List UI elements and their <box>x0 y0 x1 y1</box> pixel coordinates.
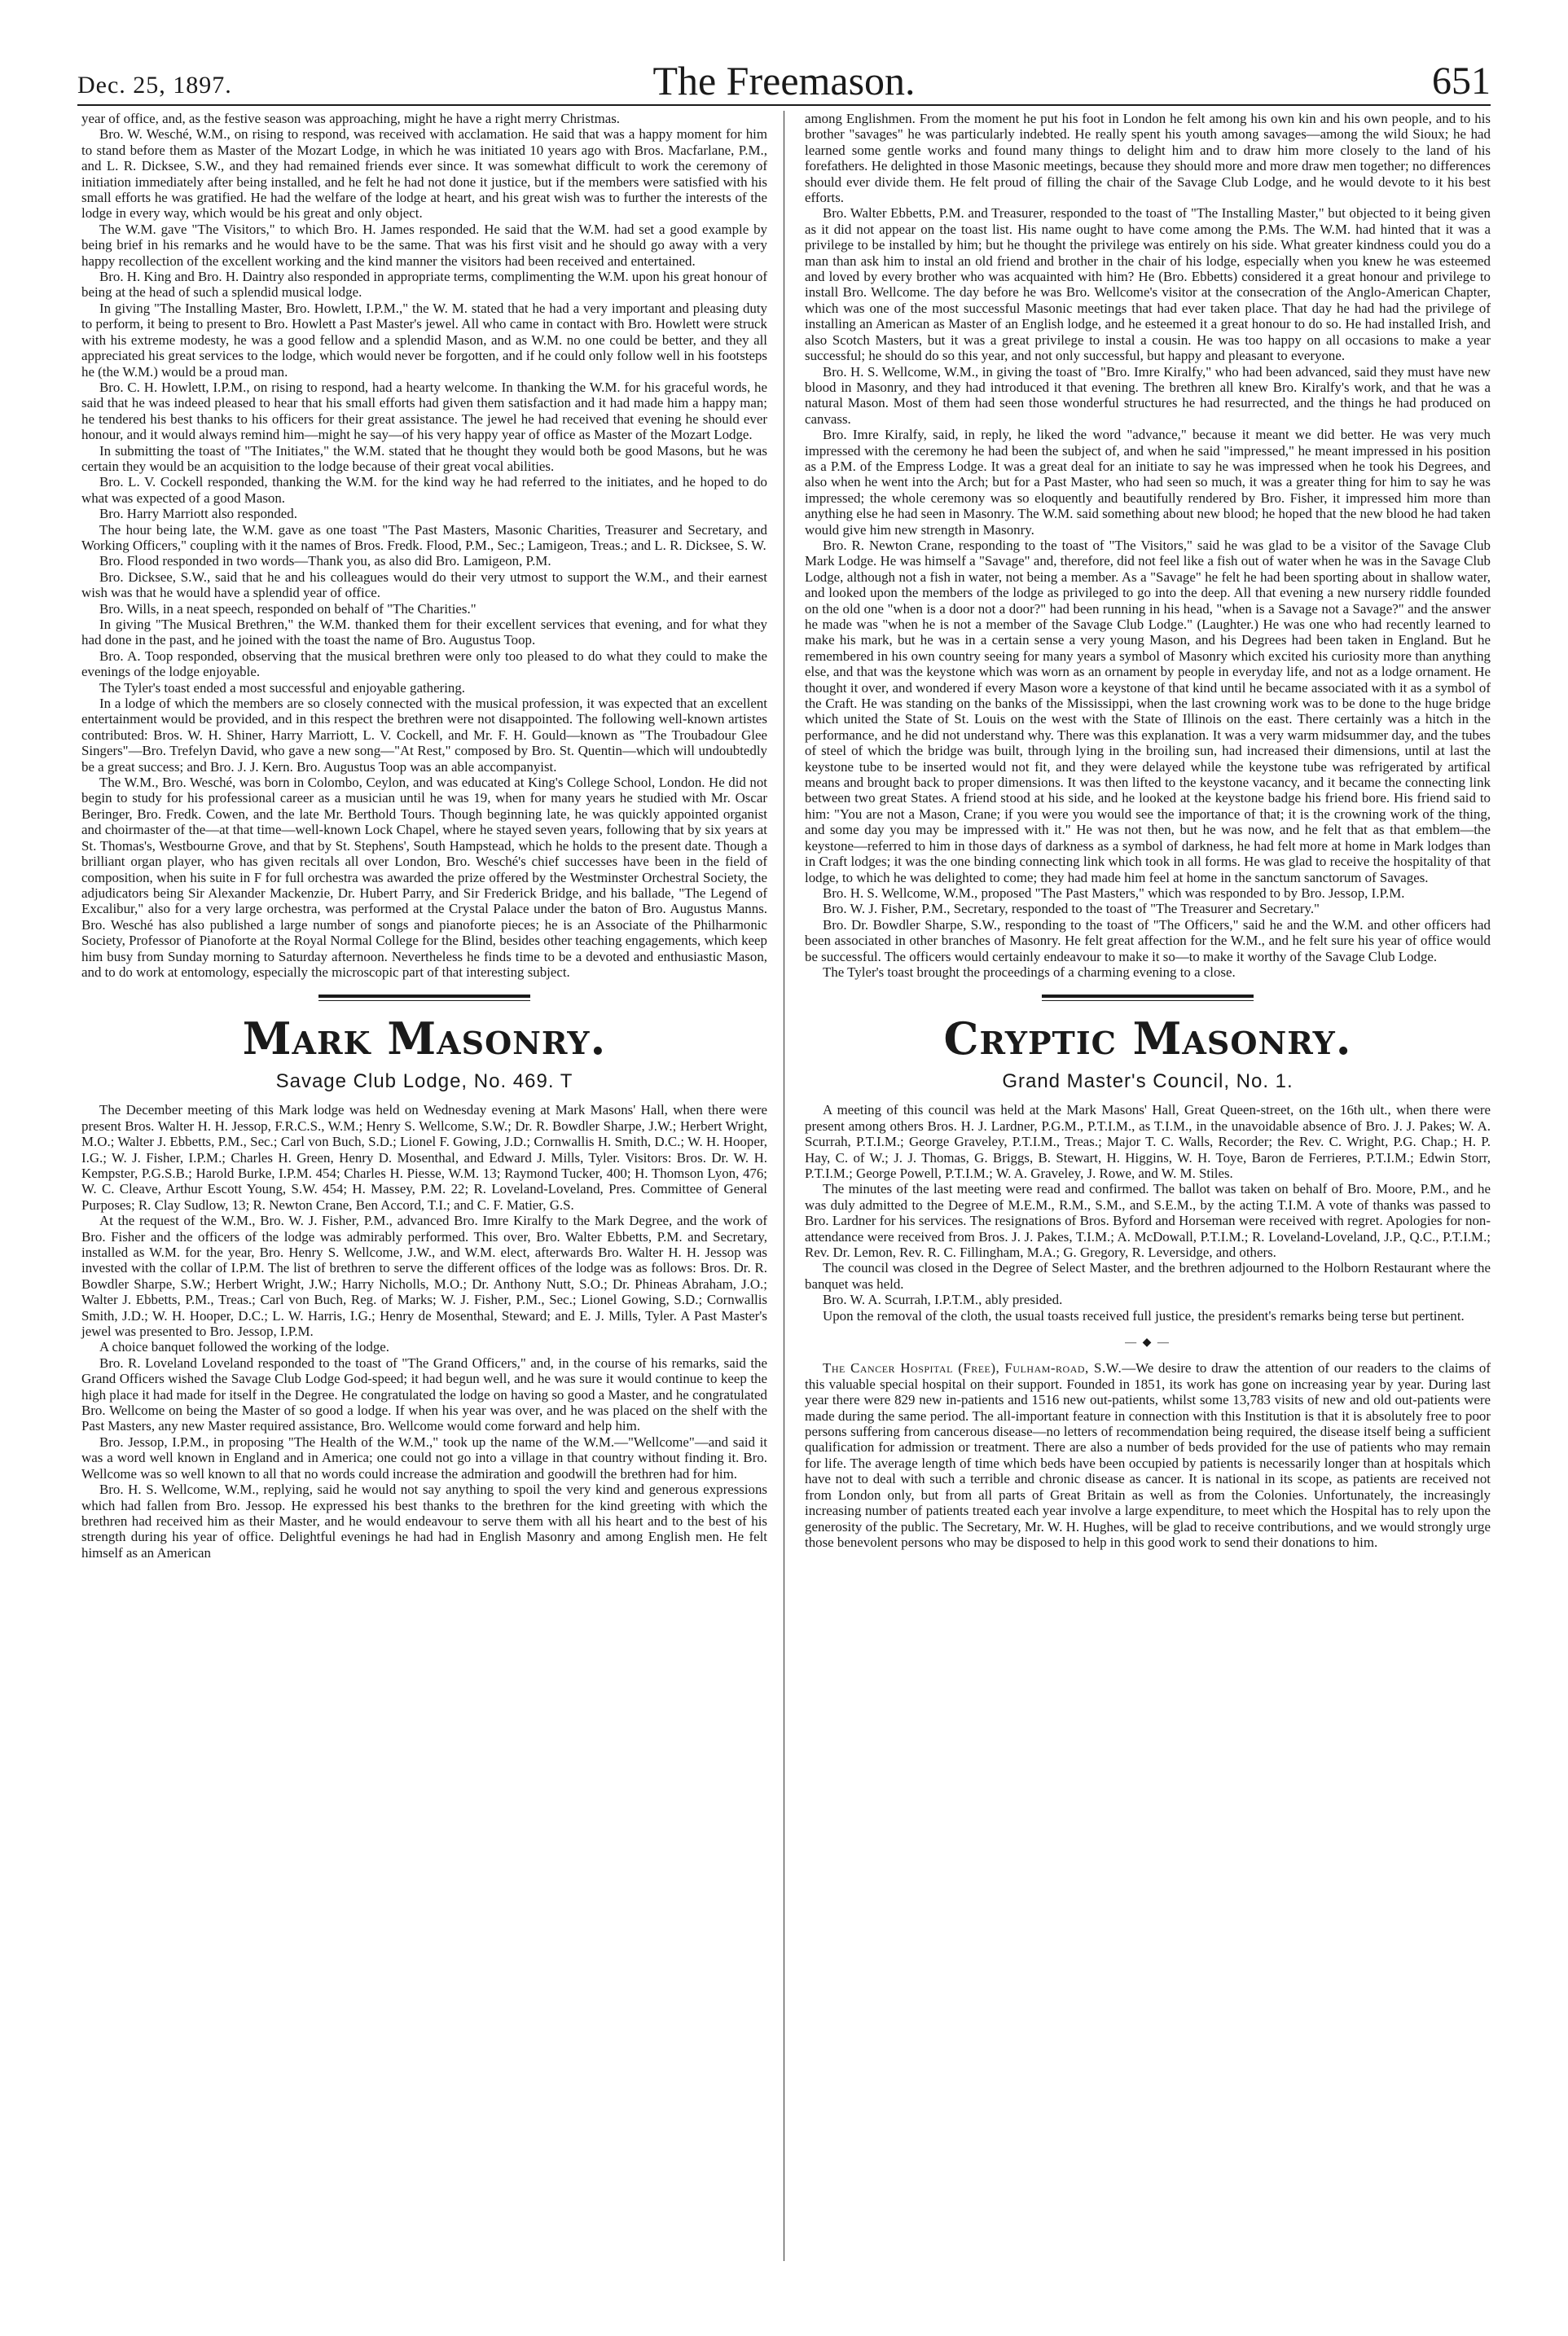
article-paragraph: A meeting of this council was held at the Mark Masons' Hall, Great Queen-street, on the 16th ult., when there were present among others Bros. H. J. Lardner, P.G.M., P.T.I.M., as T.I.M., in the unavoidable absence of Bro. J. J. Pakes; W. A. Scurrah, P.T.I.M.; George Graveley, P.T.I.M., Treas.; Major T. C. Walls, Recorder; the Rev. C. Wright, P.G. Chap.; H. P. Hay, C. of W.; J. J. Thomas, G. Briggs, B. Stewart, H. Higgins, W. H. Toye, Baron de Ferrieres, P.T.I.M.; Edwin Storr, P.T.I.M.; George Powell, P.T.I.M.; W. A. Graveley, J. Rowe, and W. M. Stiles. <box>805 1102 1491 1181</box>
cryptic-masonry-heading <box>805 995 1491 1065</box>
article-paragraph: Bro. C. H. Howlett, I.P.M., on rising to respond, had a hearty welcome. In thanking the W.M. for his graceful words, he said that he was indeed pleased to hear that his small efforts had given them satisfaction and it had made him a happy man; he tendered his best thanks to his officers for their great assistance. The jewel he had received that evening he should ever honour, and it would always remind him—might he say—of his very happy year of office as Master of the Mozart Lodge. <box>81 379 767 443</box>
heading-rule <box>318 1000 530 1001</box>
article-paragraph: Bro. Harry Marriott also responded. <box>99 506 297 522</box>
article-paragraph: Bro. H. King and Bro. H. Daintry also responded in appropriate terms, complimenting the W.M. upon his great honour of being at the head of such a splendid musical lodge. <box>81 269 767 301</box>
article-paragraph: In giving "The Musical Brethren," the W.M. thanked them for their excellent services that evening, and for what they had done in the past, and he joined with the toast the name of Bro. Augustus Toop. <box>81 617 767 648</box>
article-paragraph: The Tyler's toast ended a most successful and enjoyable gathering. <box>99 679 466 696</box>
article-paragraph: Bro. H. S. Wellcome, W.M., in giving the toast of "Bro. Imre Kiralfy," who had been advanced, said they must have new blood in Masonry, and they had introduced it that evening. The brethren all knew Bro. Kiralfy's work, and that he was a natural Mason. Most of them had seen those wonderful structures he had resurrected, and the things he had produced on canvass. <box>805 363 1491 427</box>
article-paragraph: Bro. W. Wesché, W.M., on rising to respond, was received with acclamation. He said that was a happy moment for him to stand before them as Master of the Mozart Lodge, in which he was initiated 10 years ago with Bros. Macfarlane, P.M., and L. R. Dicksee, S.W., and they had remained friends ever since. It was somewhat difficult to work the ceremony of initiation immediately after being installed, and he felt he had not done it justice, but if the members were satisfied with his small efforts he was gratified. He had the welfare of the lodge at heart, and his great wish was to further the interests of the lodge in every way, which would be his great and only object. <box>81 126 767 222</box>
article-paragraph: The Tyler's toast brought the proceedings of a charming evening to a close. <box>823 964 1236 980</box>
notice-lead: The Cancer Hospital (Free), Fulham-road, S.W. <box>823 1360 1122 1377</box>
article-paragraph: The minutes of the last meeting were read and confirmed. The ballot was taken on behalf of Bro. Moore, P.M., and he was duly admitted to the Degree of M.E.M., R.M., S.M., and S.E.M., by the acting T.I.M. A vote of thanks was passed to Bro. Lardner for his services. The resignations of Bros. Byford and Horseman were received with regret. Apologies for non-attendance were received from Bros. J. J. Pakes, T.I.M.; A. McDowall, P.T.I.M.; R. Loveland-Loveland, J.P., Q.C., P.T.I.M.; Rev. Dr. Lemon, Rev. R. C. Fillingham, M.A.; G. Gregory, R. Leversidge, and others. <box>805 1181 1491 1260</box>
page-number: 651 <box>1432 59 1491 103</box>
header-rule <box>77 104 1491 106</box>
mark-masonry-heading <box>81 995 767 1065</box>
article-paragraph: Bro. Flood responded in two words—Thank you, as also did Bro. Lamigeon, P.M. <box>99 553 551 569</box>
section-title: Cryptic Masonry. <box>943 1012 1352 1065</box>
article-paragraph: year of office, and, as the festive season was approaching, might he have a right merry Christmas. <box>81 111 621 126</box>
article-paragraph: At the request of the W.M., Bro. W. J. Fisher, P.M., advanced Bro. Imre Kiralfy to the Mark Degree, and the work of Bro. Fisher and the officers of the lodge was admirably performed. This over, Bro. Walter Ebbetts, P.M. and Secretary, installed as W.M. for the year, Bro. Henry S. Wellcome, J.W., and W.M. elect, afterwards Bro. Walter H. H. Jessop was invested with the collar of I.P.M. The list of brethren to serve the different offices of the lodge was as follows: Bros. Dr. R. Bowdler Sharpe, S.W.; Herbert Wright, J.W.; Harry Nicholls, M.O.; Dr. Anthony Nutt, S.O.; Dr. Phineas Abraham, J.O.; Walter J. Ebbetts, P.M., Treas.; Carl von Buch, Reg. of Marks; W. J. Fisher, P.M., Sec.; Lionel Gowing, S.D.; Cornwallis Smith, J.D.; W. H. Hooper, D.C.; L. W. Harris, I.G.; Henry de Mosenthal, Steward; and E. J. Mills, Tyler. A Past Master's jewel was presented to Bro. Jessop, I.P.M. <box>81 1213 767 1340</box>
article-paragraph: In giving "The Installing Master, Bro. Howlett, I.P.M.," the W. M. stated that he had a very important and pleasing duty to perform, it being to present to Bro. Howlett a Past Master's jewel. All who came in contact with Bro. Howlett were struck with his extreme modesty, he was a good fellow and a splendid Mason, and as W.M. no one could be better, and they all appreciated his great services to the lodge, which would never be forgotten, and if he could only follow well in his footsteps he (the W.M.) would be a proud man. <box>81 300 767 380</box>
section-subtitle: Savage Club Lodge, No. 469. T <box>275 1070 573 1093</box>
article-paragraph: Bro. Jessop, I.P.M., in proposing "The Health of the W.M.," took up the name of the W.M.—"Wellcome"—and said it was a word well known in England and in America; one could not go into a village in that country without finding it. Bro. Wellcome was so well known to all that no words could increase the admiration and goodwill the brethren had for him. <box>81 1434 767 1482</box>
article-paragraph: Bro. L. V. Cockell responded, thanking the W.M. for the kind way he had referred to the initiates, and he hoped to do what was expected of a good Mason. <box>81 474 767 506</box>
article-paragraph: among Englishmen. From the moment he put his foot in London he felt among his own kin and his own people, and to his brother "savages" he was particularly indebted. He really spent his youth among savages—among the wild Sioux; he had learned some gentle works and found many things to delight him and to draw him more closely to the land of his forefathers. He delighted in those Masonic meetings, because they should more and more draw men together; no differences should ever divide them. He felt proud of filling the chair of the Savage Club Lodge, and he would devote to it his best efforts. <box>805 111 1491 206</box>
article-paragraph: Bro. Dicksee, S.W., said that he and his colleagues would do their very utmost to support the W.M., and their earnest wish was that he would have a splendid year of office. <box>81 569 767 601</box>
article-paragraph: Bro. R. Newton Crane, responding to the toast of "The Visitors," said he was glad to be a visitor of the Savage Club Mark Lodge. He was himself a "Savage" and, therefore, did not feel like a fish out of water when he was in the Savage Club Lodge, although not a fish in water, not being a member. As a "Savage" he felt he had been sporting about in shallow water, and looked upon the members of the lodge as privileged to go into the deep. All that evening a new nursery riddle founded on the old one "when is a door not a door?" had been running in his head, "when is a Savage not a Savage?" and the answer he made was "when he is not a member of the Savage Club Lodge." (Laughter.) He was one who had recently learned to make his mark, but he was in a certain sense a very young Mason, and his Degrees had been taken in England. But he remembered in his own country seeing for many years a symbol of Masonry which excited his curiosity more than anything else, and that was the keystone which was worn as an ornament by people in everyday life, and not as a lodge ornament. He thought it over, and wondered if every Mason wore a keystone of that kind until he became associated with it as a symbol of the Craft. He was standing on the banks of the Mississippi, when the last crowning work was to be done to the huge bridge which united the State of St. Louis on the west with the State of Illinois on the east. There certainly was a hitch in the performance, and he did not understand why. There was this explanation. It was a very warm midsummer day, and the tubes of steel of which the bridge was built, through lying in the broiling sun, had increased their dimensions, until at last the keystone tube to be inserted would not fit, and they were delayed while the keystone tube was refrigerated by artifical means and brought back to proper dimensions. It was then lifted to the keystone vacancy, and it became the connecting link between two great States. A friend stood at his side, and he looked at the keystone badge his friend bore. His friend said to him: "You are not a Mason, Crane; if you were you would see the importance of that; it is the crowning work of the thing, and some day you may be impressed with it." He was not then, but he was now, and he felt that as that emblem—the keystone—referred to him in those days of darkness as a symbol of darkness, he had felt more at home in Mark lodges than in Craft lodges; it was the one binding connecting link which took in all forms. He was glad to receive the hospitality of that lodge, to which he was delighted to come; they had made him feel at home in the sanctum sanctorum of Savages. <box>805 537 1491 885</box>
article-paragraph: Bro. W. A. Scurrah, I.P.T.M., ably presided. <box>823 1292 1063 1308</box>
article-paragraph: Bro. R. Loveland Loveland responded to the toast of "The Grand Officers," and, in the course of his remarks, said the Grand Officers wished the Savage Club Lodge God-speed; it had begun well, and he was sure it would continue to keep the high place it had made for itself in the Degree. He congratulated the lodge on having so good a Master, and he congratulated Bro. Wellcome on being the Master of so good a lodge. If when his year was over, and he was placed on the shelf with the Past Masters, any new Master required assistance, Bro. Wellcome would come forward and help him. <box>81 1355 767 1434</box>
article-paragraph: The W.M., Bro. Wesché, was born in Colombo, Ceylon, and was educated at King's College School, London. He did not begin to study for his professional career as a musician until he was 19, when for many years he studied with Mr. Oscar Beringer, Bro. Fredk. Cowen, and the late Mr. Berthold Tours. Though beginning late, he was quickly appointed organist and choirmaster of the—at that time—well-known Lock Chapel, where he stayed seven years, following that by six years at St. Thomas's, Westbourne Grove, and that by St. Stephens', South Hampstead, which he holds to the present date. Though a brilliant organ player, who has given recitals all over London, Bro. Wesché's chief successes have been in the field of composition, when his suite in F for full orchestra was awarded the prize offered by the Westminster Orchestral Society, the adjudicators being Sir Alexander Mackenzie, Dr. Hubert Parry, and Sir Frederick Bridge, and his ballade, "The Legend of Excalibur," also for a very large orchestra, was performed at the Crystal Palace under the baton of Bro. Augustus Manns. Bro. Wesché has also published a large number of songs and pianoforte pieces; he is an Associate of the Philharmonic Society, Professor of Pianoforte at the Royal Normal College for the Blind, besides other teaching engagements, which keep him busy from Sunday morning to Saturday afternoon. Nevertheless he finds time to be a devoted and enthusiastic Mason, and to do work at entomology, especially the microscopic part of that interesting subject. <box>81 775 767 980</box>
article-paragraph: Bro. Walter Ebbetts, P.M. and Treasurer, responded to the toast of "The Installing Master," but objected to it being given as it did not appear on the toast list. His name ought to have come among the P.Ms. The W.M. had hinted that it was a privilege to be installed by him; but he thought the privilege was entirely on his side. What greater kindness could you do a man than ask him to instal an old friend and brother in the chair of his lodge, especially when you knew he was esteemed and loved by every brother who was acquainted with him? He (Bro. Ebbetts) considered it a great honour and privilege to install Bro. Wellcome. The day before he was Bro. Wellcome's visitor at the consecration of the Anglo-American Chapter, which was one of the most successful Masonic meetings that had ever taken place. That day he had had the privilege of installing an American as Master of an English lodge, and he esteemed it a great honour to do so. He had installed Irish, and also Scotch Masters, but it was a great privilege to instal a cousin. He was too happy on all occasions to make a year successful; he should do so this year, and not only successful, but happy and pleasant to everyone. <box>805 205 1491 364</box>
section-title: Mark Masonry. <box>242 1012 607 1065</box>
article-paragraph: Bro. Imre Kiralfy, said, in reply, he liked the word "advance," because it meant we did better. He was very much impressed with the ceremony he had been the subject of, and when he said "impressed," he meant impressed in his position as a P.M. of the Empress Lodge. It was a great deal for an initiate to say he was impressed when he took his Degrees, and also when he went into the Arch; but for a Past Master, who had seen so much, it was a greater thing for him to say he was impressed; the whole ceremony was so eloquently and beautifully rendered by Bro. Fisher, it impressed him more than anything else he had seen in Masonry. The W.M. said something about new blood; he hoped that the new blood he had taken would give him new strength in Masonry. <box>805 427 1491 538</box>
issue-date: Dec. 25, 1897. <box>77 72 232 99</box>
article-paragraph: Bro. H. S. Wellcome, W.M., proposed "The Past Masters," which was responded to by Bro. Jessop, I.P.M. <box>823 885 1405 901</box>
heading-rule <box>1042 995 1254 998</box>
article-paragraph: In a lodge of which the members are so closely connected with the musical profession, it was expected that an excellent entertainment would be provided, and in this respect the brethren were not disappointed. The following well-known artistes contributed: Bros. W. H. Shiner, Harry Marriott, L. V. Cockell, and Mr. F. H. Gould—known as "The Troubadour Glee Singers"—Bro. Trefelyn David, who gave a new song—"At Rest," composed by Bro. St. Quentin—which will undoubtedly be a great success; and Bro. J. J. Kern. Bro. Augustus Toop was an able accompanyist. <box>81 696 767 775</box>
section-subtitle: Grand Master's Council, No. 1. <box>1002 1070 1293 1093</box>
notice-paragraph <box>805 1360 1491 1550</box>
heading-rule <box>1042 1000 1254 1001</box>
masthead <box>77 54 1491 103</box>
article-paragraph: In submitting the toast of "The Initiates," the W.M. stated that he thought they would both be good Masons, but he was certain they would be an acquisition to the lodge because of their great vocal abilities. <box>81 442 767 474</box>
article-paragraph: Upon the removal of the cloth, the usual toasts received full justice, the president's remarks being terse but pertinent. <box>823 1307 1465 1324</box>
right-column <box>805 111 1491 1550</box>
article-paragraph: The hour being late, the W.M. gave as one toast "The Past Masters, Masonic Charities, Treasurer and Secretary, and Working Officers," coupling with it the names of Bros. Fredk. Flood, P.M., Sec.; Lamigeon, Treas.; and L. R. Dicksee, S. W. <box>81 521 767 553</box>
section-separator: — ◆ — <box>1125 1337 1171 1350</box>
article-paragraph: A choice banquet followed the working of the lodge. <box>99 1339 390 1355</box>
article-paragraph: Bro. A. Toop responded, observing that the musical brethren were only too pleased to do what they could to make the evenings of the lodge enjoyable. <box>81 648 767 680</box>
left-column <box>81 111 767 1561</box>
article-paragraph: The W.M. gave "The Visitors," to which Bro. H. James responded. He said that the W.M. had set a good example by being brief in his remarks and he would have to be the same. That was his first visit and he should go away with a very happy recollection of the excellent working and the kind manner the visitors had been received and entertained. <box>81 221 767 269</box>
heading-rule <box>318 995 530 998</box>
notice-body: —We desire to draw the attention of our readers to the claims of this valuable special hospital on their support. Founded in 1851, its work has gone on increasing year by year. During last year there were 829 new in-patients and 1516 new out-patients, whilst some 13,783 visits of new and old out-patients were made during the same period. The all-important feature in connection with this Institution is that it is absolutely free to poor persons suffering from cancerous disease—no letters of recommendation being required, the disease itself being a sufficient qualification for admission or treatment. There are also a number of beds provided for the use of patients who may remain for life. The average length of time which beds have been occupied by patients is necessarily longer than at hospitals which have not to deal with such a terrible and chronic disease as cancer. It is national in its scope, as patients are received not from London only, but from all parts of Great Britain as well as from the Colonies. Unfortunately, the increasingly increasing number of patients treated each year involve a large expenditure, to meet which the Hospital has to rely upon the generosity of the public. The Secretary, Mr. W. H. Hughes, will be glad to receive contributions, and we would strongly urge those benevolent persons who may be disposed to help in this good work to send their donations to him. <box>805 1360 1491 1550</box>
article-paragraph: Bro. Wills, in a neat speech, responded on behalf of "The Charities." <box>99 600 477 617</box>
article-paragraph: The council was closed in the Degree of Select Master, and the brethren adjourned to the Holborn Restaurant where the banquet was held. <box>805 1260 1491 1292</box>
article-paragraph: Bro. W. J. Fisher, P.M., Secretary, responded to the toast of "The Treasurer and Secretary." <box>823 901 1320 917</box>
publication-title: The Freemason. <box>652 58 916 103</box>
article-paragraph: The December meeting of this Mark lodge was held on Wednesday evening at Mark Masons' Hall, when there were present Bros. Walter H. H. Jessop, F.R.C.S., W.M.; Henry S. Wellcome, S.W.; Dr. R. Bowdler Sharpe, J.W.; Herbert Wright, M.O.; Walter J. Ebbetts, P.M., Sec.; Carl von Buch, S.D.; Lionel F. Gowing, J.D.; Cornwallis H. Smith, D.C.; W. H. Hooper, I.G.; W. J. Fisher, I.P.M.; Charles H. Green, Henry D. Mosenthal, and Edward J. Mills, Tyler. Visitors: Bros. Dr. W. H. Kempster, P.G.S.B.; Harold Burke, I.P.M. 454; Charles H. Piesse, W.M. 13; Raymond Tucker, 400; H. Thomson Lyon, 476; W. C. Cleave, Arthur Escott Young, S.W. 454; H. Massey, P.M. 22; R. Loveland-Loveland, Pres. Committee of General Purposes; R. Clay Sudlow, 13; R. Newton Crane, Ben Accord, T.I.; and C. F. Matier, G.S. <box>81 1102 767 1213</box>
article-paragraph: Bro. Dr. Bowdler Sharpe, S.W., responding to the toast of "The Officers," said he and the W.M. and other officers had been associated in other branches of Masonry. He felt great affection for the W.M., and he felt sure his year of office would be successful. The officers would certainly endeavour to make it so—to make it worthy of the Savage Club Lodge. <box>805 916 1491 964</box>
article-paragraph: Bro. H. S. Wellcome, W.M., replying, said he would not say anything to spoil the very kind and generous expressions which had fallen from Bro. Jessop. He expressed his best thanks to the brethren for the kind greeting with which the brethren had received him as their Master, and he would endeavour to serve them with all his heart and to the best of his strength during his year of office. Delightful evenings he had had in English Masonry and among English men. He felt himself as an American <box>81 1482 767 1561</box>
